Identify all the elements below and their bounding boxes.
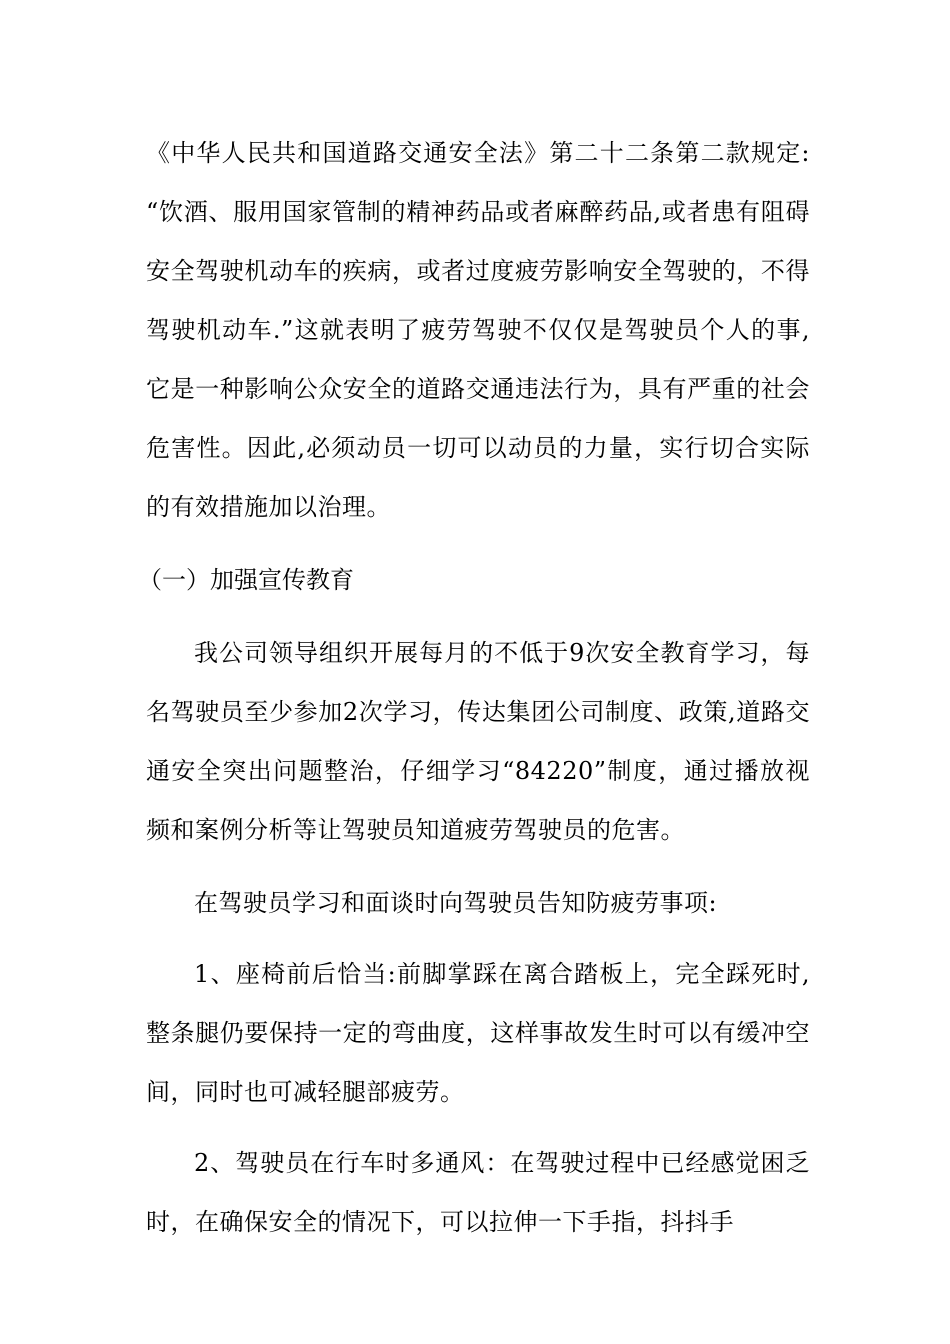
- paragraph-notice-intro: 在驾驶员学习和面谈时向驾驶员告知防疲劳事项:: [194, 889, 718, 917]
- paragraph-education: 我公司领导组织开展每月的不低于9次安全教育学习，每名驾驶员至少参加2次学习，传达集团公司制度、政策,道路交通安全突出问题整治，仔细学习“84220”制度，通过播放视频和案例分析等让驾驶员知道疲劳驾驶员的危害。: [146, 639, 810, 844]
- section-heading: （一）加强宣传教育: [138, 566, 354, 594]
- paragraph-item-1: 1、座椅前后恰当:前脚掌踩在离合踏板上，完全踩死时,整条腿仍要保持一定的弯曲度，这样事故发生时可以有缓冲空间，同时也可减轻腿部疲劳。: [146, 960, 810, 1106]
- paragraph-law-quote: 《中华人民共和国道路交通安全法》第二十二条第二款规定: “饮酒、服用国家管制的精神药品或者麻醉药品,或者患有阻碍安全驾驶机动车的疾病，或者过度疲劳影响安全驾驶的，不得驾驶机动车.”这就表明了疲劳驾驶不仅仅是驾驶员个人的事,它是一种影响公众安全的道路交通违法行为，具有严重的社会危害性。因此,必须动员一切可以动员的力量，实行切合实际的有效措施加以治理。: [146, 139, 810, 521]
- document-body: [138, 124, 810, 1252]
- paragraph-item-2: 2、驾驶员在行车时多通风：在驾驶过程中已经感觉困乏时，在确保安全的情况下，可以拉伸一下手指，抖抖手: [146, 1149, 810, 1236]
